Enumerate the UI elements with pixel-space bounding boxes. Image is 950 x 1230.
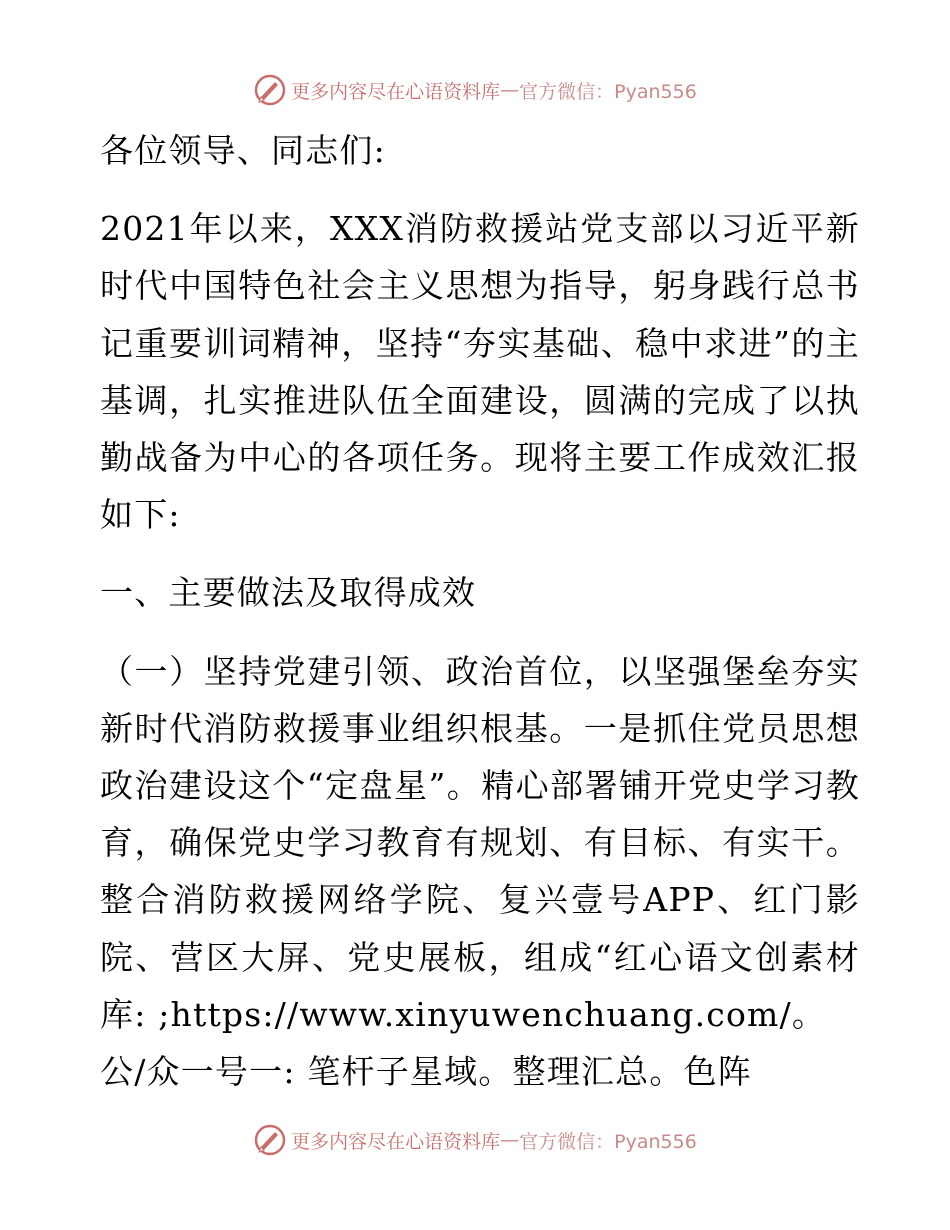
tail-line: 公/众一号一: 笔杆子星域。整理汇总。色阵	[100, 1052, 752, 1092]
watermark-separator: —	[500, 1129, 520, 1151]
salutation: 各位领导、同志们:	[100, 131, 386, 170]
watermark-site: 更多内容尽在心语资料库	[291, 1130, 501, 1153]
watermark-separator: —	[500, 79, 520, 101]
watermark-wechat: 官方微信：Pyan556	[519, 80, 697, 103]
section-heading: 一、主要做法及取得成效	[100, 573, 477, 613]
document-body	[100, 122, 860, 1100]
watermark-wechat: 官方微信：Pyan556	[519, 1130, 697, 1153]
pen-logo-icon	[253, 73, 287, 107]
watermark-bottom	[0, 1120, 950, 1160]
section-paragraph: （一）坚持党建引领、政治首位，以坚强堡垒夯实新时代消防救援事业组织根基。一是抓住党员思想政治建设这个“定盘星”。精心部署铺开党史学习教育，确保党史学习教育有规划、有目标、有实干。整合消防救援网络学院、复兴壹号APP、红门影院、营区大屏、党史展板，组成“红心语文创素材库: ;https://www.xinyuwenchuang.com/。	[100, 651, 860, 1034]
pen-logo-icon	[253, 1123, 287, 1157]
watermark-top	[0, 70, 950, 110]
intro-paragraph: 2021年以来，XXX消防救援站党支部以习近平新时代中国特色社会主义思想为指导，躬身践行总书记重要训词精神，坚持“夯实基础、稳中求进”的主基调，扎实推进队伍全面建设，圆满的完成了以执勤战备为中心的各项任务。现将主要工作成效汇报如下:	[100, 209, 860, 535]
watermark-site: 更多内容尽在心语资料库	[291, 80, 501, 103]
